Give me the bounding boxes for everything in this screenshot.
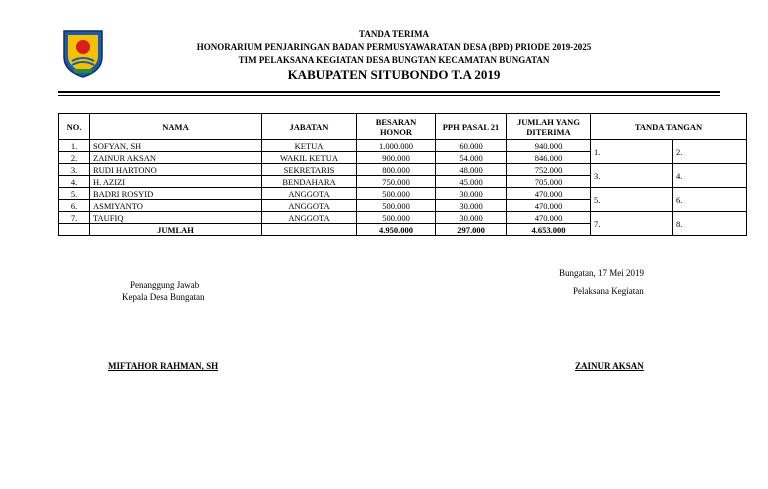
cell-pph: 30.000: [436, 200, 507, 212]
signature-box-6: 6.: [673, 188, 747, 212]
doc-regency: KABUPATEN SITUBONDO T.A 2019: [287, 67, 501, 82]
cell-pph: 54.000: [436, 152, 507, 164]
cell-nama: H. AZIZI: [90, 176, 262, 188]
signature-box-1: 1.: [591, 140, 673, 164]
cell-nama: SOFYAN, SH: [90, 140, 262, 152]
cell-jabatan: WAKIL KETUA: [262, 152, 357, 164]
cell-no: 5.: [59, 188, 90, 200]
cell-no: 2.: [59, 152, 90, 164]
signature-box-5: 5.: [591, 188, 673, 212]
cell-no: 3.: [59, 164, 90, 176]
cell-pph: 60.000: [436, 140, 507, 152]
cell-total-no: [59, 224, 90, 236]
cell-honor: 500.000: [357, 212, 436, 224]
cell-jumlah: 470.000: [507, 188, 591, 200]
cell-jabatan: SEKRETARIS: [262, 164, 357, 176]
cell-pph: 30.000: [436, 212, 507, 224]
cell-honor: 900.000: [357, 152, 436, 164]
cell-honor: 800.000: [357, 164, 436, 176]
cell-nama: TAUFIQ: [90, 212, 262, 224]
header-rule-thick: [58, 91, 720, 93]
signature-box-2: 2.: [673, 140, 747, 164]
cell-no: 4.: [59, 176, 90, 188]
left-signer-position: Kepala Desa Bungatan: [122, 292, 205, 302]
table-row: [59, 212, 747, 224]
table-header-row: [59, 114, 747, 140]
signing-date: Bungatan, 17 Mei 2019: [559, 268, 644, 278]
right-signer-role: Pelaksana Kegiatan: [573, 286, 644, 296]
cell-jabatan: ANGGOTA: [262, 212, 357, 224]
cell-pph: 45.000: [436, 176, 507, 188]
col-header-jumlah: JUMLAH YANG DITERIMA: [507, 114, 591, 140]
cell-jumlah: 846.000: [507, 152, 591, 164]
cell-jabatan: BENDAHARA: [262, 176, 357, 188]
cell-total-jabatan: [262, 224, 357, 236]
cell-jumlah: 470.000: [507, 200, 591, 212]
cell-total-pph: 297.000: [436, 224, 507, 236]
cell-pph: 30.000: [436, 188, 507, 200]
signature-box-8: 8.: [673, 212, 747, 236]
cell-jumlah: 752.000: [507, 164, 591, 176]
cell-no: 6.: [59, 200, 90, 212]
cell-honor: 500.000: [357, 200, 436, 212]
table-row: [59, 140, 747, 152]
cell-nama: BADRI ROSYID: [90, 188, 262, 200]
cell-jumlah: 705.000: [507, 176, 591, 188]
col-header-pph: PPH PASAL 21: [436, 114, 507, 140]
doc-team: TIM PELAKSANA KEGIATAN DESA BUNGTAN KECAMATAN BUNGATAN: [238, 55, 550, 65]
table-row: [59, 164, 747, 176]
cell-nama: RUDI HARTONO: [90, 164, 262, 176]
cell-nama: ZAINUR AKSAN: [90, 152, 262, 164]
signature-box-4: 4.: [673, 164, 747, 188]
col-header-honor: BESARAN HONOR: [357, 114, 436, 140]
col-header-ttd: TANDA TANGAN: [591, 114, 747, 140]
cell-jabatan: ANGGOTA: [262, 188, 357, 200]
cell-jabatan: KETUA: [262, 140, 357, 152]
signature-box-7: 7.: [591, 212, 673, 236]
cell-total-honor: 4.950.000: [357, 224, 436, 236]
cell-honor: 500.000: [357, 188, 436, 200]
right-signer-name: ZAINUR AKSAN: [575, 361, 644, 371]
left-signer-name: MIFTAHOR RAHMAN, SH: [108, 361, 219, 371]
left-signer-role: Penanggung Jawab: [130, 280, 200, 290]
cell-nama: ASMIYANTO: [90, 200, 262, 212]
honorarium-table: [58, 113, 747, 236]
col-header-no: NO.: [59, 114, 90, 140]
cell-no: 7.: [59, 212, 90, 224]
doc-subtitle: HONORARIUM PENJARINGAN BADAN PERMUSYAWARATAN DESA (BPD) PRIODE 2019-2025: [196, 42, 592, 52]
cell-honor: 750.000: [357, 176, 436, 188]
cell-honor: 1.000.000: [357, 140, 436, 152]
cell-total-jumlah: 4.653.000: [507, 224, 591, 236]
cell-jabatan: ANGGOTA: [262, 200, 357, 212]
col-header-jabatan: JABATAN: [262, 114, 357, 140]
signature-box-3: 3.: [591, 164, 673, 188]
cell-total-label: JUMLAH: [90, 224, 262, 236]
cell-no: 1.: [59, 140, 90, 152]
table-row: [59, 188, 747, 200]
header-rule-thin: [58, 95, 720, 96]
cell-jumlah: 940.000: [507, 140, 591, 152]
cell-pph: 48.000: [436, 164, 507, 176]
doc-title: TANDA TERIMA: [359, 29, 429, 39]
col-header-nama: NAMA: [90, 114, 262, 140]
cell-jumlah: 470.000: [507, 212, 591, 224]
